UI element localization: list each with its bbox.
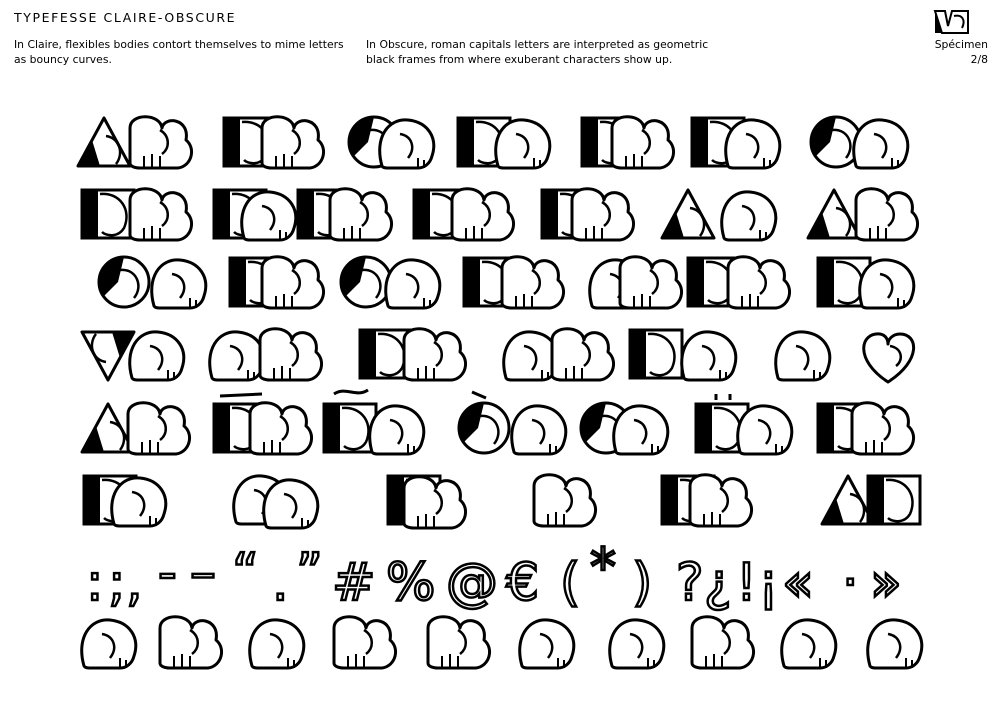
svg-text:€: €	[506, 553, 540, 613]
svg-text:?: ?	[676, 553, 704, 613]
svg-text:@: @	[446, 553, 498, 613]
glyph-row-3	[99, 257, 914, 308]
glyph-row-2	[82, 189, 918, 240]
svg-text:«: «	[782, 553, 814, 613]
svg-text:#: #	[332, 553, 376, 613]
svg-text:*: *	[590, 538, 616, 598]
svg-text::: :	[86, 553, 104, 613]
claire-description: In Claire, flexibles bodies contort themselves to mime letters as bouncy curves.	[14, 38, 344, 66]
svg-text:“: “	[232, 543, 259, 603]
svg-text:.: .	[272, 553, 289, 613]
punctuation-row	[86, 538, 902, 613]
svg-text:%: %	[386, 553, 436, 613]
svg-text:¿: ¿	[704, 553, 732, 613]
svg-text:;: ;	[108, 553, 126, 613]
svg-text:(: (	[560, 553, 581, 613]
svg-text:–: –	[190, 543, 216, 603]
svg-text:”: ”	[296, 543, 323, 603]
obscure-description: In Obscure, roman capitals letters are interpreted as geometric black frames from where exuberant characters show up.	[366, 38, 709, 66]
glyph-row-4	[82, 329, 914, 382]
svg-text:,: ,	[126, 553, 143, 613]
specimen-label: Spécimen	[934, 38, 988, 51]
page-number: 2/8	[970, 52, 988, 66]
glyph-row-1	[78, 117, 908, 168]
svg-text:!: !	[736, 553, 757, 613]
svg-text:¡: ¡	[758, 553, 779, 613]
svg-text:-: -	[158, 543, 177, 603]
svg-text:·: ·	[842, 553, 859, 613]
digits-row	[82, 617, 922, 668]
glyph-row-5	[82, 390, 914, 454]
svg-text:): )	[632, 553, 653, 613]
glyph-row-6	[84, 475, 920, 528]
header-title: TYPEFESSE CLAIRE-OBSCURE	[14, 10, 237, 25]
svg-text:»: »	[870, 553, 902, 613]
